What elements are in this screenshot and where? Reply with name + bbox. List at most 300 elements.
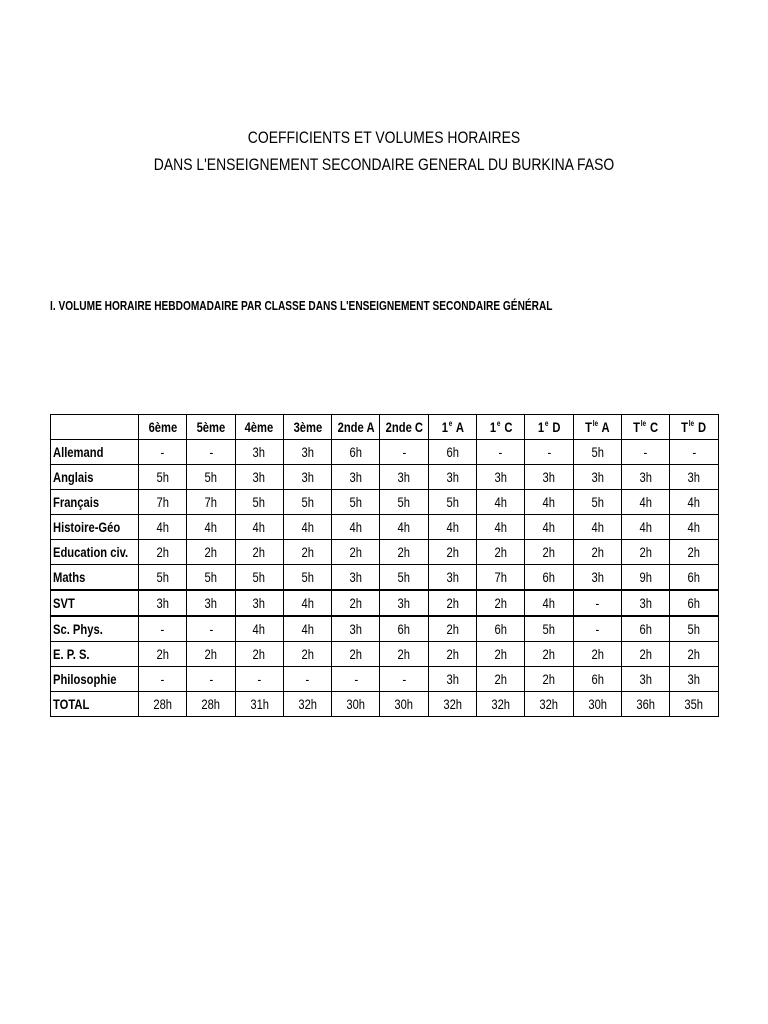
cell-value: 2h [687,646,701,662]
table-cell [332,515,380,540]
column-header-label [681,419,706,435]
table-row [51,565,719,591]
column-header-superscript: e [544,419,549,428]
title-line-1: COEFFICIENTS ET VOLUMES HORAIRES [247,128,521,147]
cell-value: 32h [443,696,462,712]
table-cell [283,565,331,591]
cell-value: 7h [204,494,218,510]
table-cell [477,440,525,465]
cell-value: - [547,444,551,460]
table-cell [525,490,573,515]
cell-value: 2h [204,646,218,662]
cell-value: 2h [446,621,459,637]
cell-value: 4h [397,519,411,535]
table-cell [187,565,235,591]
table-cell [332,490,380,515]
column-header-base: 2nde A [337,419,375,435]
table-cell [235,642,283,667]
cell-value: 2h [446,544,459,560]
table-cell [380,465,428,490]
column-header-base: T [681,419,689,435]
table-cell [477,590,525,616]
cell-value: 2h [591,544,604,560]
column-header-label [633,419,658,435]
table-cell [139,692,187,717]
column-header-label [148,419,177,435]
cell-value: 2h [542,544,556,560]
column-header-label [489,419,512,435]
column-header-label [385,419,422,435]
table-cell [525,692,573,717]
table-cell [525,590,573,616]
cell-value: 2h [494,595,507,611]
table-cell [573,540,621,565]
column-header-base: 6ème [148,419,177,435]
table-cell [525,642,573,667]
column-header-base: T [633,419,640,435]
table-cell [332,692,380,717]
table-cell [283,515,331,540]
cell-value: 2h [494,544,507,560]
table-cell [670,465,718,490]
table-cell [428,440,476,465]
cell-value: 3h [253,595,266,611]
table-cell [332,616,380,642]
cell-value: 4h [156,519,169,535]
cell-value: 3h [494,469,507,485]
table-cell [621,440,669,465]
table-cell [139,440,187,465]
table-cell [670,540,718,565]
table-cell [235,616,283,642]
table-cell [428,692,476,717]
table-cell [283,616,331,642]
table-cell [573,667,621,692]
column-header-base: 1 [441,419,448,435]
cell-value: 2h [446,646,459,662]
row-label-cell [51,667,139,692]
cell-value: 4h [639,494,652,510]
cell-value: 30h [394,696,414,712]
row-label: Histoire-Géo [53,519,121,535]
cell-value: 30h [346,696,366,712]
table-cell [477,565,525,591]
table-cell [332,667,380,692]
cell-value: 4h [494,519,507,535]
cell-value: 3h [204,595,218,611]
table-cell [139,590,187,616]
table-cell [428,465,476,490]
table-cell [139,642,187,667]
table-cell [235,465,283,490]
table-cell [525,667,573,692]
cell-value: 6h [494,621,507,637]
cell-value: 3h [446,671,459,687]
table-cell [670,590,718,616]
cell-value: - [305,671,310,687]
cell-value: 5h [687,621,701,637]
table-row [51,515,719,540]
table-cell [428,540,476,565]
cell-value: - [595,621,600,637]
table-cell [235,692,283,717]
column-header-label [337,419,374,435]
table-cell [670,440,718,465]
cell-value: 6h [687,595,701,611]
cell-value: 6h [446,444,459,460]
cell-value: 4h [301,519,314,535]
column-header-base: 1 [537,419,544,435]
cell-value: 5h [591,494,604,510]
cell-value: 3h [446,469,459,485]
table-cell [139,616,187,642]
cell-value: 2h [494,671,507,687]
table-cell [187,667,235,692]
cell-value: 2h [253,646,266,662]
cell-value: 2h [204,544,218,560]
table-cell [573,616,621,642]
table-row [51,540,719,565]
column-header-suffix: C [500,419,513,435]
cell-value: 2h [542,646,556,662]
table-cell [573,642,621,667]
table-cell [187,515,235,540]
cell-value: - [209,444,213,460]
column-header-base: T [585,419,592,435]
cell-value: 4h [253,621,266,637]
cell-value: 4h [542,519,556,535]
document-title [69,124,699,178]
table-cell [428,565,476,591]
row-label-cell [51,565,139,591]
table-cell [525,465,573,490]
column-header-label [245,419,274,435]
table-cell [380,616,428,642]
table-cell [235,540,283,565]
cell-value: 4h [639,519,652,535]
cell-value: 2h [301,646,314,662]
column-header [670,415,718,440]
table-cell [525,515,573,540]
cell-value: 4h [494,494,507,510]
row-label: TOTAL [53,696,90,712]
cell-value: - [160,621,165,637]
table-cell [283,465,331,490]
column-header-superscript: e [496,419,501,428]
cell-value: 5h [397,569,411,585]
cell-value: 6h [591,671,604,687]
section-heading: I. VOLUME HORAIRE HEBDOMADAIRE PAR CLASSE DANS L'ENSEIGNEMENT SECONDAIRE GÉNÉRAL [50,298,553,313]
cell-value: 5h [253,494,266,510]
cell-value: 3h [397,595,411,611]
table-cell [428,667,476,692]
cell-value: 5h [156,469,169,485]
cell-value: 4h [542,595,556,611]
cell-value: - [209,621,213,637]
table-cell [187,642,235,667]
table-cell [332,440,380,465]
table-cell [477,465,525,490]
cell-value: 3h [542,469,556,485]
column-header-label [293,419,322,435]
table-cell [283,692,331,717]
cell-value: - [402,671,407,687]
table-cell [670,667,718,692]
row-label-cell [51,692,139,717]
column-header-suffix: A [598,419,610,435]
cell-value: 28h [153,696,172,712]
cell-value: 3h [253,444,266,460]
cell-value: 2h [687,544,701,560]
cell-value: - [643,444,648,460]
column-header [235,415,283,440]
table-cell [283,590,331,616]
table-cell [187,465,235,490]
cell-value: 30h [587,696,607,712]
cell-value: 32h [539,696,559,712]
header-corner-cell [51,415,139,440]
column-header [283,415,331,440]
table-cell [573,692,621,717]
cell-value: 3h [591,469,604,485]
column-header-suffix: D [549,419,561,435]
cell-value: 31h [249,696,269,712]
cell-value: 2h [397,646,411,662]
column-header-label [538,419,561,435]
table-cell [477,490,525,515]
table-cell [283,667,331,692]
row-label: Philosophie [53,671,117,687]
table-cell [670,490,718,515]
cell-value: 3h [349,569,363,585]
cell-value: 2h [591,646,604,662]
table-cell [283,490,331,515]
cell-value: 2h [349,595,363,611]
column-header-label [585,419,610,435]
column-header [332,415,380,440]
table-cell [187,540,235,565]
cell-value: - [498,444,503,460]
table-cell [428,616,476,642]
column-header-base: 2nde C [385,419,423,435]
cell-value: 35h [684,696,704,712]
cell-value: 3h [687,671,701,687]
table-cell [621,667,669,692]
table-cell [621,590,669,616]
table-row [51,616,719,642]
row-label-cell [51,590,139,616]
table-cell [525,440,573,465]
row-label: Maths [53,569,86,585]
column-header-superscript: le [689,419,695,428]
title-line-2: DANS L'ENSEIGNEMENT SECONDAIRE GENERAL DU BURKINA FASO [153,155,615,174]
table-cell [621,540,669,565]
cell-value: 5h [156,569,169,585]
cell-value: 4h [542,494,556,510]
cell-value: 5h [301,494,314,510]
cell-value: 3h [349,621,363,637]
cell-value: 5h [253,569,266,585]
table-cell [621,565,669,591]
table-cell [573,440,621,465]
row-label: Français [53,494,100,510]
table-cell [621,465,669,490]
table-cell [380,692,428,717]
weekly-hours-table [50,414,719,717]
table-cell [380,490,428,515]
cell-value: 2h [301,544,314,560]
table-cell [428,590,476,616]
cell-value: - [257,671,262,687]
table-cell [380,515,428,540]
cell-value: 6h [542,569,556,585]
row-label: SVT [53,595,75,611]
table-cell [235,667,283,692]
column-header-superscript: le [592,419,599,428]
cell-value: 3h [639,469,652,485]
table-cell [139,540,187,565]
table-cell [332,465,380,490]
table-cell [477,515,525,540]
column-header-suffix: C [646,419,659,435]
cell-value: 3h [349,469,363,485]
table-cell [380,667,428,692]
cell-value: 6h [349,444,363,460]
cell-value: 2h [156,544,169,560]
column-header-superscript: e [448,419,452,428]
table-cell [428,490,476,515]
table-row [51,490,719,515]
column-header [380,415,428,440]
table-header-row [51,415,719,440]
cell-value: 7h [156,494,169,510]
cell-value: 5h [542,621,556,637]
table-cell [139,515,187,540]
column-header-suffix: A [452,419,464,435]
cell-value: 4h [349,519,363,535]
column-header [477,415,525,440]
cell-value: 3h [301,444,314,460]
cell-value: 3h [156,595,169,611]
cell-value: - [209,671,213,687]
table-row [51,465,719,490]
column-header-base: 5ème [196,419,226,435]
row-label: Sc. Phys. [53,621,103,637]
cell-value: 5h [349,494,363,510]
row-label-cell [51,642,139,667]
row-label-cell [51,616,139,642]
table-cell [621,490,669,515]
table-cell [573,465,621,490]
table-cell [380,642,428,667]
table-body [51,440,719,717]
table-cell [139,490,187,515]
cell-value: 4h [687,519,701,535]
table-cell [235,440,283,465]
table-cell [573,565,621,591]
table-cell [573,515,621,540]
table-cell [235,590,283,616]
table-cell [235,565,283,591]
table-cell [670,515,718,540]
table-cell [525,565,573,591]
cell-value: 6h [397,621,411,637]
cell-value: 3h [639,671,652,687]
cell-value: 5h [301,569,314,585]
cell-value: 6h [639,621,652,637]
cell-value: 3h [301,469,314,485]
column-header-base: 3ème [293,419,322,435]
table-row [51,440,719,465]
table-cell [139,465,187,490]
row-label: Education civ. [53,544,129,560]
cell-value: 5h [397,494,411,510]
column-header-label [197,419,226,435]
cell-value: 4h [301,621,314,637]
cell-value: 4h [204,519,218,535]
cell-value: - [595,595,600,611]
table-cell [380,590,428,616]
cell-value: 32h [491,696,511,712]
table-cell [139,667,187,692]
table-row [51,667,719,692]
cell-value: 3h [687,469,701,485]
table-cell [621,616,669,642]
table-cell [332,590,380,616]
table-cell [235,490,283,515]
cell-value: 28h [201,696,221,712]
cell-value: 2h [349,646,363,662]
cell-value: 2h [494,646,507,662]
column-header-superscript: le [640,419,647,428]
cell-value: 4h [301,595,314,611]
table-cell [670,616,718,642]
table-row [51,642,719,667]
cell-value: 2h [397,544,411,560]
cell-value: 32h [298,696,317,712]
cell-value: - [353,671,358,687]
cell-value: 9h [639,569,652,585]
cell-value: 36h [636,696,655,712]
column-header-base: 1 [489,419,496,435]
table-cell [380,540,428,565]
cell-value: 5h [446,494,459,510]
cell-value: 4h [687,494,701,510]
cell-value: 2h [156,646,169,662]
table-cell [283,440,331,465]
cell-value: 3h [591,569,604,585]
table-cell [477,540,525,565]
table-row [51,590,719,616]
row-label-cell [51,490,139,515]
table-cell [235,515,283,540]
row-label: Anglais [53,469,94,485]
column-header [139,415,187,440]
table-cell [477,667,525,692]
table-cell [283,642,331,667]
table-cell [525,540,573,565]
column-header [525,415,573,440]
cell-value: 2h [639,646,652,662]
table-cell [670,642,718,667]
table-cell [187,616,235,642]
cell-value: 7h [494,569,507,585]
row-label: Allemand [53,444,104,460]
table-cell [187,590,235,616]
cell-value: 3h [446,569,459,585]
table-cell [573,590,621,616]
cell-value: 3h [253,469,266,485]
